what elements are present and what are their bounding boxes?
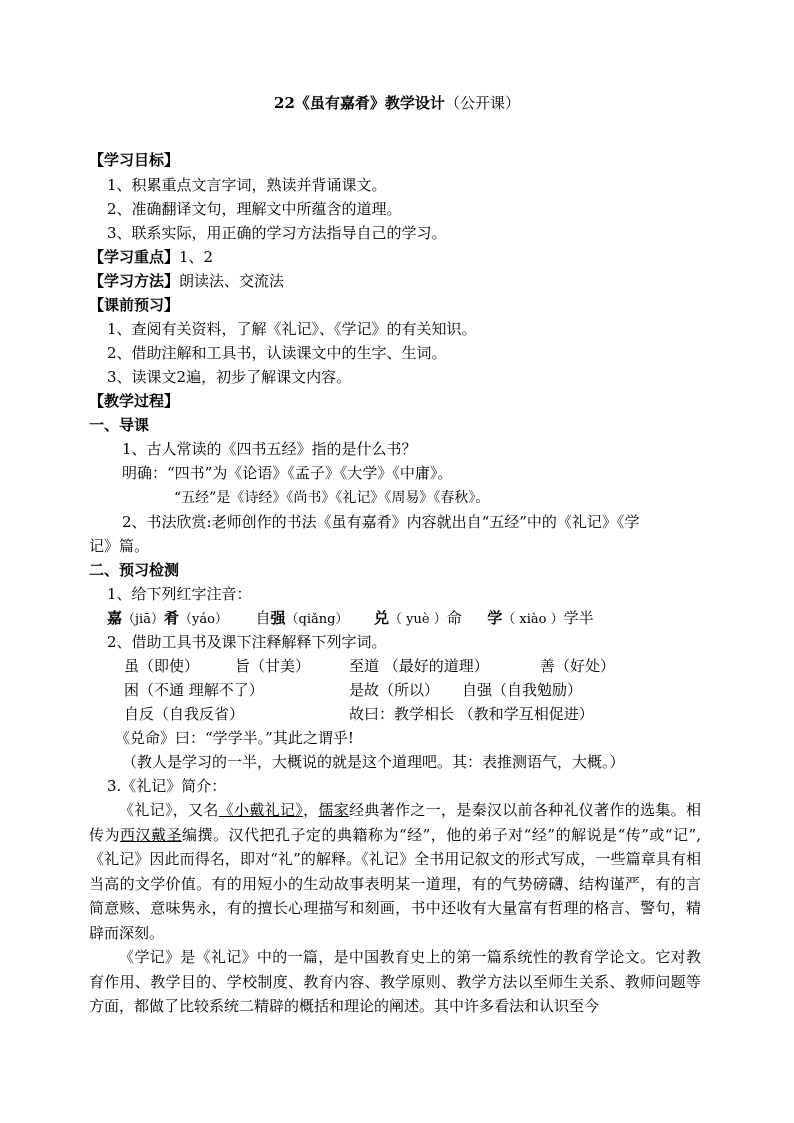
phonetic-suffix: 命 — [446, 609, 462, 627]
phonetic-pinyin: （ xiào ） — [502, 612, 564, 627]
word-r2c1: 困（不通 理解不了） — [124, 681, 264, 699]
preview-item-1: 1、查阅有关资料，了解《礼记》、《学记》的有关知识。 — [107, 320, 477, 338]
link-xihan-daisheng[interactable]: 西汉戴圣 — [120, 825, 182, 844]
phonetic-prefix: 自 — [255, 609, 271, 627]
phonetic-suffix: 学半 — [563, 609, 594, 627]
quote-line: 《兑命》曰：“学学半。”其此之谓乎! — [115, 729, 354, 747]
quote-translation: （教人是学习的一半，大概说的就是这个道理吧。其：表推测语气，大概。） — [122, 753, 625, 771]
phonetic-char: 肴 — [163, 609, 179, 627]
word-r1c4: 善（好处） — [540, 657, 616, 675]
word-r3c3: 故曰：教学相长 （教和学互相促进） — [349, 705, 594, 723]
intro-paragraph-2: 《学记》是《礼记》中的一篇，是中国教育史上的第一篇系统性的教育学论文。它对教育作用、教学目的、学校制度、教育内容、教学原则、教学方法以至师生关系、教师问题等方面，都做了比较系统二精辟的概括和理论的阐述。其中许多看法和认识至今 — [89, 948, 701, 1015]
section2-heading: 二、预习检测 — [89, 561, 180, 579]
intro-text: ， — [303, 801, 319, 819]
phonetic-pinyin: （qiǎng） — [285, 612, 349, 627]
section2-task-1: 1、给下列红字注音： — [107, 585, 252, 603]
title-suffix: （公开课） — [444, 94, 520, 112]
phonetic-item-2 — [164, 609, 228, 627]
objective-item-1: 1、积累重点文言字词，熟读并背诵课文。 — [107, 176, 387, 194]
phonetic-char: 兑 — [374, 609, 390, 627]
phonetic-char: 嘉 — [107, 609, 123, 627]
word-r2c4: 自强（自我勉励） — [462, 681, 583, 699]
section1-answer-1: 明确：“四书”为《论语》《孟子》《大学》《中庸》。 — [122, 464, 453, 482]
intro-text: 《礼记》，又名 — [119, 801, 219, 819]
word-r2c3: 是故（所以） — [349, 681, 440, 699]
phonetic-char: 学 — [487, 609, 503, 627]
phonetic-item-1 — [107, 609, 164, 627]
methods-heading: 【学习方法】 — [89, 272, 180, 290]
phonetic-pinyin: （jiā） — [122, 612, 164, 627]
methods-text: 朗读法、交流法 — [179, 272, 285, 290]
phonetic-row — [107, 607, 594, 631]
section1-heading: 一、导课 — [89, 416, 150, 434]
title-main: 22《虽有嘉肴》教学设计 — [274, 94, 445, 112]
section1-answer-2: “五经”是《诗经》《尚书》《礼记》《周易》《春秋》。 — [174, 490, 490, 506]
key-points — [89, 246, 213, 268]
intro-text: 编撰。汉代把孔子定的典籍称为“经”，他的弟子对“经”的解说是“传”或“记”,《礼记》因此而得名，即对“礼”的解释。《礼记》全书用记叙文的形式写成，一些篇章具有相当高的文学价值。有的用短小的生动故事表明某一道理，有的气势磅礴、结构谨严，有的言简意赅、意味隽永，有的擅长心理描写和刻画，书中还收有大量富有哲理的格言、警句，精辟而深刻。 — [89, 825, 701, 942]
intro-paragraph-1 — [89, 798, 701, 945]
objective-item-2: 2、准确翻译文句，理解文中所蕴含的道理。 — [107, 200, 402, 218]
preview-item-2: 2、借助注解和工具书，认读课文中的生字、生词。 — [107, 344, 447, 362]
link-xiaodai-liji[interactable]: 《小戴礼记》 — [218, 801, 304, 819]
phonetic-item-4 — [374, 609, 462, 627]
section2-task-2: 2、借助工具书及课下注释解释下列字词。 — [107, 633, 387, 651]
page-title — [0, 92, 794, 114]
phonetic-char: 强 — [270, 609, 286, 627]
section1-question-2-line1: 2、书法欣赏:老师创作的书法《虽有嘉肴》内容就出自“五经”中的《礼记》《学 — [122, 513, 640, 531]
phonetic-pinyin: （yáo） — [178, 612, 228, 627]
phonetic-pinyin: （ yuè ） — [389, 612, 447, 627]
key-points-text: 1、2 — [179, 248, 214, 266]
word-r1c3: 至道 （最好的道理） — [349, 657, 489, 675]
section2-task-3: 3.《礼记》简介： — [107, 777, 227, 795]
preview-item-3: 3、读课文2遍，初步了解课文内容。 — [107, 368, 352, 386]
section1-question-1: 1、古人常读的《四书五经》指的是什么书？ — [122, 440, 417, 458]
preview-heading: 【课前预习】 — [89, 296, 180, 314]
phonetic-item-3 — [255, 609, 348, 627]
word-r1c2: 旨（甘美） — [235, 657, 311, 675]
objective-item-3: 3、联系实际，用正确的学习方法指导自己的学习。 — [107, 224, 447, 242]
word-r1c1: 虽（即使） — [124, 657, 200, 675]
phonetic-item-5 — [487, 609, 593, 627]
methods — [89, 270, 284, 292]
word-r3c1: 自反（自我反省） — [124, 705, 245, 723]
section1-question-2-line2: 记》篇。 — [89, 537, 150, 555]
link-rujia[interactable]: 儒家 — [318, 801, 350, 819]
process-heading: 【教学过程】 — [89, 392, 180, 410]
key-points-heading: 【学习重点】 — [89, 248, 180, 266]
objectives-heading: 【学习目标】 — [89, 151, 180, 169]
intro-text: 经典著作之一，是秦汉以前各种礼仪著作的选集。相传为 — [89, 801, 701, 844]
